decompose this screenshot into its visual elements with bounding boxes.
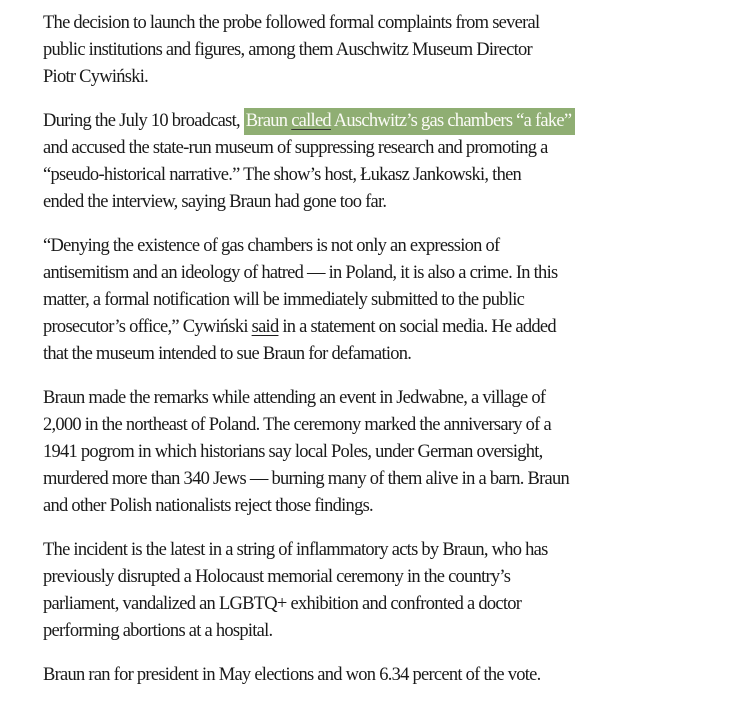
text-segment: The incident is the latest in a string of inflammatory acts by Braun, who has (43, 540, 548, 560)
text-segment: Auschwitz’s gas chambers “a fake” (330, 111, 572, 131)
text-segment: Braun (245, 111, 292, 131)
line (43, 37, 732, 64)
paragraph-6 (43, 662, 732, 689)
line (43, 385, 732, 412)
highlighted-text (244, 108, 576, 135)
text-segment: Piotr Cywiński. (43, 67, 149, 87)
line (43, 412, 732, 439)
line (43, 341, 732, 368)
text-segment: “Denying the existence of gas chambers is not only an expression of (43, 236, 500, 256)
text-segment: antisemitism and an ideology of hatred — in Poland, it is also a crime. In this (43, 263, 558, 283)
line (43, 662, 732, 689)
text-segment: matter, a formal notification will be immediately submitted to the public (43, 290, 525, 310)
line (43, 108, 732, 135)
text-segment: “pseudo-historical narrative.” The show’s host, Łukasz Jankowski, then (43, 165, 522, 185)
line (43, 287, 732, 314)
line (43, 493, 732, 520)
paragraph-2 (43, 108, 732, 216)
line (43, 10, 732, 37)
line (43, 314, 732, 341)
text-segment: Braun ran for president in May elections and won 6.34 percent of the vote. (43, 665, 541, 685)
text-segment: parliament, vandalized an LGBTQ+ exhibition and confronted a doctor (43, 594, 522, 614)
text-segment: and accused the state-run museum of suppressing research and promoting a (43, 138, 548, 158)
text-segment: 2,000 in the northeast of Poland. The ceremony marked the anniversary of a (43, 415, 551, 435)
inline-link-said[interactable]: said (251, 317, 279, 337)
text-segment: Braun made the remarks while attending an event in Jedwabne, a village of (43, 388, 546, 408)
paragraph-5 (43, 537, 732, 645)
line (43, 439, 732, 466)
text-segment: that the museum intended to sue Braun for defamation. (43, 344, 412, 364)
paragraph-4 (43, 385, 732, 520)
text-segment: performing abortions at a hospital. (43, 621, 273, 641)
paragraph-1 (43, 10, 732, 91)
line (43, 135, 732, 162)
text-segment: and other Polish nationalists reject those findings. (43, 496, 373, 516)
line (43, 189, 732, 216)
text-segment: ended the interview, saying Braun had gone too far. (43, 192, 387, 212)
line (43, 618, 732, 645)
text-segment: in a statement on social media. He added (278, 317, 556, 337)
line (43, 591, 732, 618)
text-segment: previously disrupted a Holocaust memorial ceremony in the country’s (43, 567, 511, 587)
text-segment: prosecutor’s office,” Cywiński (43, 317, 252, 337)
line (43, 466, 732, 493)
line (43, 537, 732, 564)
text-segment: public institutions and figures, among them Auschwitz Museum Director (43, 40, 532, 60)
inline-link-called[interactable]: called (291, 111, 331, 131)
paragraph-3 (43, 233, 732, 368)
line (43, 233, 732, 260)
line (43, 260, 732, 287)
text-segment: 1941 pogrom in which historians say local Poles, under German oversight, (43, 442, 543, 462)
line (43, 64, 732, 91)
text-segment: murdered more than 340 Jews — burning many of them alive in a barn. Braun (43, 469, 570, 489)
line (43, 564, 732, 591)
line (43, 162, 732, 189)
text-segment: The decision to launch the probe followed formal complaints from several (43, 13, 540, 33)
text-segment: During the July 10 broadcast, (43, 111, 244, 131)
